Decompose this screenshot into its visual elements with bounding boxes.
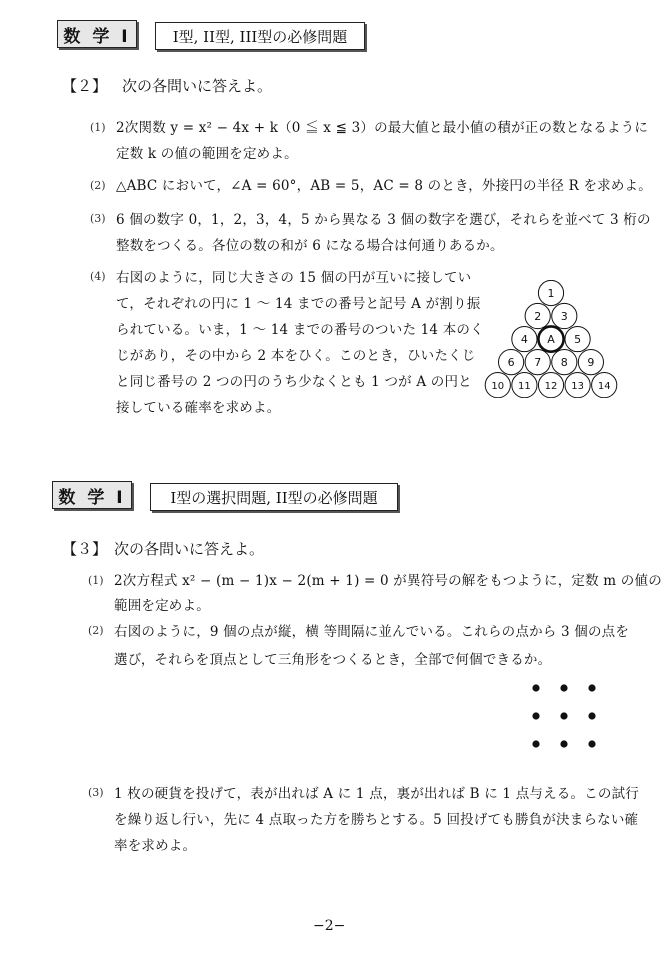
q2-item1-line1: 2次関数 y = x² − 4x + k（0 ≦ x ≦ 3）の最大値と最小値の積が正の数となるように [116, 120, 649, 136]
circle-label: 5 [574, 333, 582, 347]
q2-item4-line4: じがあり，その中から 2 本をひく。このとき，ひいたくじ [116, 348, 476, 364]
question-2-intro: 次の各問いに答えよ。 [122, 77, 273, 95]
question-3-intro: 次の各問いに答えよ。 [114, 540, 265, 558]
q3-item3-line2: を繰り返し行い，先に 4 点取った方を勝ちとする。5 回投げても勝負が決まらない確 [114, 812, 639, 828]
circle-label: 2 [534, 310, 542, 324]
circle-label: 13 [571, 381, 584, 393]
q2-item4-line2: て，それぞれの円に 1 ～ 14 までの番号と記号 A が割り振 [116, 296, 481, 312]
circle-label: 6 [507, 356, 515, 370]
q3-item2-line1: 右図のように，9 個の点が縦，横 等間隔に並んでいる。これらの点から 3 個の点を [114, 624, 630, 640]
q2-item4-line1: 右図のように，同じ大きさの 15 個の円が互いに接してい [116, 270, 472, 286]
circle-label: 12 [544, 381, 558, 393]
section2-tag: 数 学 I [52, 481, 132, 509]
q2-item4-line3: られている。いま，1 ～ 14 までの番号のついた 14 本のく [116, 322, 484, 338]
q3-item3-line3: 率を求めよ。 [114, 838, 197, 854]
grid-dot [588, 684, 595, 691]
q2-item2-num: (2) [90, 179, 106, 192]
section1-title: I型, II型, III型の必修問題 [155, 22, 365, 50]
q2-item4-num: (4) [90, 270, 106, 283]
q2-item2-line1: △ABC において，∠A = 60°，AB = 5，AC = 8 のとき，外接円の半径 R を求めよ。 [116, 178, 652, 194]
q3-item2-num: (2) [88, 624, 104, 637]
circle-label: 10 [491, 381, 505, 393]
circle-triangle-figure [478, 280, 624, 398]
q2-item1-line2: 定数 k の値の範囲を定めよ。 [116, 146, 298, 162]
page-number: −2− [313, 918, 346, 934]
circle-label: 9 [587, 356, 595, 370]
dot-grid-figure [526, 678, 602, 748]
q2-item3-line1: 6 個の数字 0，1，2，3，4，5 から異なる 3 個の数字を選び，それらを並べて 3 桁の [116, 212, 651, 228]
q2-item4-line5: と同じ番号の 2 つの円のうち少なくとも 1 つが A の円と [116, 374, 472, 390]
grid-dot [560, 684, 567, 691]
q3-item3-num: (3) [88, 786, 104, 799]
circle-label: 8 [560, 356, 568, 370]
q2-item3-line2: 整数をつくる。各位の数の和が 6 になる場合は何通りあるか。 [116, 238, 504, 254]
question-3-label: 【３】 [62, 540, 108, 558]
question-2-label: 【２】 [62, 77, 108, 95]
section2-title: I型の選択問題, II型の必修問題 [150, 483, 398, 511]
circle-label: 3 [560, 310, 568, 324]
grid-dot [560, 740, 567, 747]
grid-dot [532, 740, 539, 747]
circle-label: 7 [534, 356, 542, 370]
grid-dot [532, 684, 539, 691]
q3-item2-line2: 選び，それらを頂点として三角形をつくるとき，全部で何個できるか。 [114, 652, 552, 668]
q3-item1-num: (1) [88, 574, 104, 587]
circle-label: 14 [597, 381, 611, 393]
circle-label: A [547, 333, 555, 347]
grid-dot [588, 712, 595, 719]
circle-label: 4 [520, 333, 528, 347]
q2-item3-num: (3) [90, 212, 106, 225]
grid-dot [532, 712, 539, 719]
circle-label: 1 [547, 287, 555, 300]
circle-label: 11 [518, 381, 531, 393]
q3-item1-line2: 範囲を定めよ。 [114, 598, 210, 614]
q3-item1-line1: 2次方程式 x² − (m − 1)x − 2(m + 1) = 0 が異符号の解をもつように，定数 m の値の [114, 573, 662, 589]
q2-item1-num: (1) [90, 121, 106, 134]
q3-item3-line1: 1 枚の硬貨を投げて，表が出れば A に 1 点，裏が出れば B に 1 点与える。この試行 [114, 786, 639, 802]
grid-dot [560, 712, 567, 719]
q2-item4-line6: 接している確率を求めよ。 [116, 400, 281, 416]
grid-dot [588, 740, 595, 747]
section1-tag: 数 学 I [57, 20, 137, 48]
